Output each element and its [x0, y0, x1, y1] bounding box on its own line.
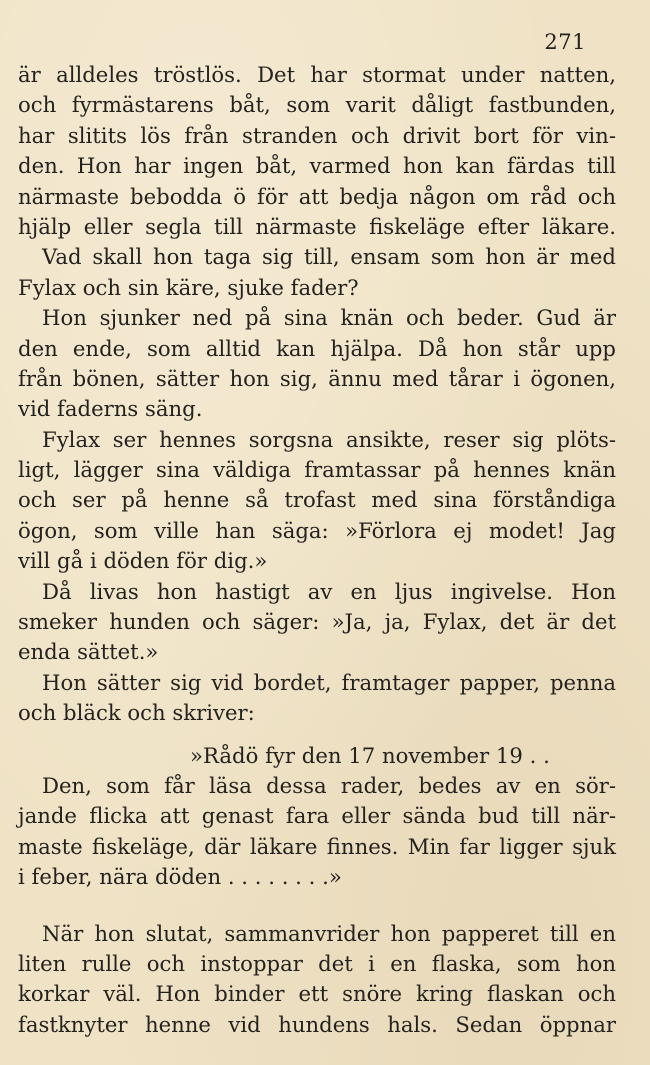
text-line: och ser på henne så trofast med sina förståndiga	[18, 487, 616, 513]
text-line: närmaste bebodda ö för att bedja någon om råd och	[18, 183, 616, 209]
text-line: den ende, som alltid kan hjälpa. Då hon står upp	[18, 335, 616, 361]
text-line: liten rulle och instoppar det i en flaska, som hon	[18, 950, 616, 976]
text-line: den. Hon har ingen båt, varmed hon kan färdas till	[18, 153, 616, 179]
text-line: vid faderns säng.	[18, 396, 203, 422]
text-line: ligt, lägger sina väldiga framtassar på hennes knän	[18, 457, 616, 483]
text-line: har slitits lös från stranden och drivit bort för vin-	[18, 122, 616, 148]
text-line: från bönen, sätter hon sig, ännu med tårar i ögonen,	[18, 365, 616, 391]
text-line: vill gå i döden för dig.»	[18, 548, 268, 574]
text-line: Då livas hon hastigt av en ljus ingivelse. Hon	[42, 578, 616, 604]
text-line: enda sättet.»	[18, 639, 159, 665]
body-text	[18, 60, 616, 1040]
text-line: jande flicka att genast fara eller sända bud till när-	[18, 803, 616, 829]
text-line: Fylax och sin käre, sjuke fader?	[18, 274, 359, 300]
text-line: är alldeles tröstlös. Det har stormat under natten,	[18, 62, 616, 87]
text-line: Vad skall hon taga sig till, ensam som hon är med	[42, 244, 616, 270]
text-line: Fylax ser hennes sorgsna ansikte, reser sig plöts-	[42, 426, 616, 452]
text-line: ögon, som ville han säga: »Förlora ej modet! Jag	[18, 517, 616, 543]
section-break	[18, 893, 616, 919]
page-number: 271	[544, 30, 586, 54]
text-line: maste fiskeläge, där läkare finnes. Min far ligger sjuk	[18, 833, 616, 859]
text-line: korkar väl. Hon binder ett snöre kring flaskan och	[18, 981, 616, 1007]
spacer	[18, 729, 616, 741]
text-line: Den, som får läsa dessa rader, bedes av en sör-	[42, 772, 616, 798]
text-line: Hon sätter sig vid bordet, framtager papper, penna	[42, 669, 616, 695]
text-line: fastknyter henne vid hundens hals. Sedan öppnar	[18, 1011, 616, 1037]
text-line: hjälp eller segla till närmaste fiskeläge efter läkare.	[18, 213, 616, 239]
text-line: och fyrmästarens båt, som varit dåligt fastbunden,	[18, 92, 616, 118]
text-line: Hon sjunker ned på sina knän och beder. Gud är	[42, 305, 616, 331]
text-line: När hon slutat, sammanvrider hon papperet till en	[42, 920, 616, 946]
text-line: i feber, nära döden . . . . . . . .»	[18, 864, 342, 890]
text-line: och bläck och skriver:	[18, 700, 255, 726]
letter-heading: »Rådö fyr den 17 november 19 . .	[190, 742, 550, 768]
text-line: smeker hunden och säger: »Ja, ja, Fylax, det är det	[18, 609, 616, 635]
